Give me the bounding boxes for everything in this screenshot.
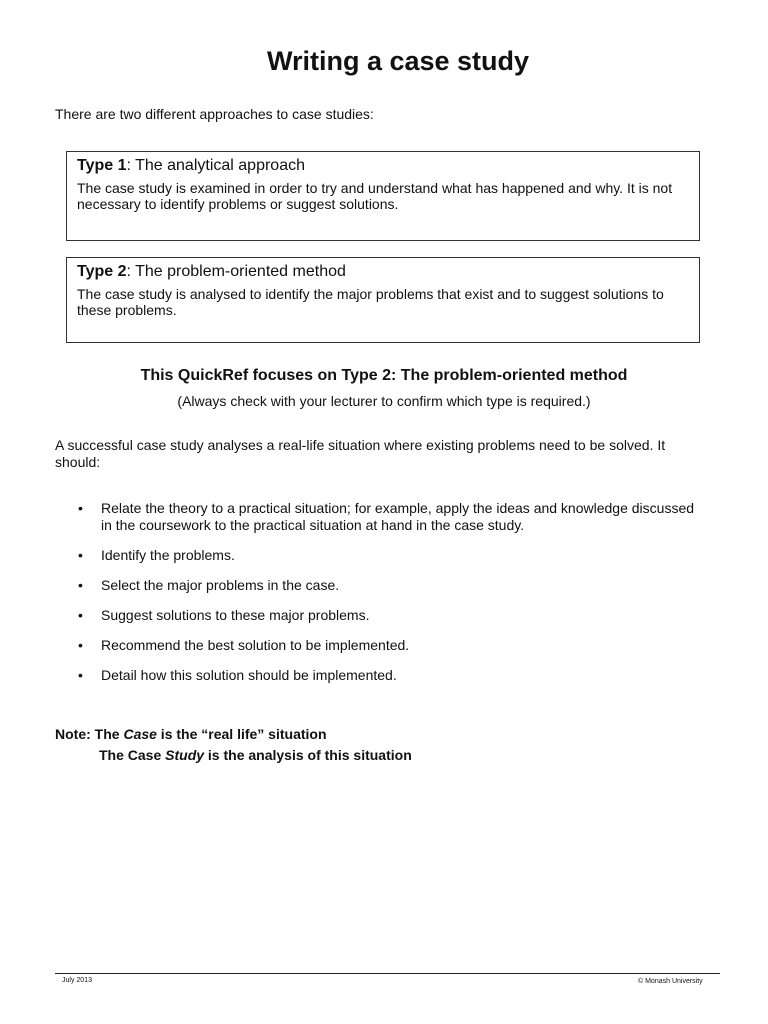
list-item xyxy=(55,500,705,534)
note-line-2-suffix: is the analysis of this situation xyxy=(204,747,412,763)
footer-divider xyxy=(55,973,720,974)
footer-copyright: © Monash University xyxy=(638,978,703,985)
bullet-icon: • xyxy=(78,637,83,653)
list-item xyxy=(55,607,705,624)
note-case-emphasis: Case xyxy=(123,726,157,742)
type-1-description: The case study is examined in order to try and understand what has happened and why. It is not necessary to identify problems or suggest solutions. xyxy=(77,180,673,212)
focus-note: (Always check with your lecturer to confirm which type is required.) xyxy=(177,393,591,409)
list-item-text: Relate the theory to a practical situation; for example, apply the ideas and knowledge discussed in the coursework to the practical situation at hand in the case study. xyxy=(101,500,695,533)
note-block xyxy=(55,724,412,766)
note-line-1-prefix: Note: The xyxy=(55,726,124,742)
note-line-1-suffix: is the “real life” situation xyxy=(156,726,327,742)
list-item-text: Detail how this solution should be implemented. xyxy=(101,667,397,683)
page-title: Writing a case study xyxy=(266,46,530,76)
type-2-title: : The problem-oriented method xyxy=(126,263,346,280)
bullet-icon: • xyxy=(78,547,83,563)
focus-heading: This QuickRef focuses on Type 2: The problem-oriented method xyxy=(140,367,628,384)
bullet-icon: • xyxy=(78,667,83,683)
type-2-heading xyxy=(77,262,689,282)
type-1-title: : The analytical approach xyxy=(126,157,305,174)
bullet-list xyxy=(55,500,705,697)
note-study-emphasis: Study xyxy=(165,747,205,763)
type-1-heading xyxy=(77,156,689,176)
bullet-icon: • xyxy=(78,577,83,593)
list-item xyxy=(55,637,705,654)
bullet-icon: • xyxy=(78,607,83,623)
list-item-text: Select the major problems in the case. xyxy=(101,577,340,593)
type-1-label: Type 1 xyxy=(77,157,127,174)
note-line-2 xyxy=(55,745,412,766)
list-item-text: Identify the problems. xyxy=(101,547,235,563)
type-2-label: Type 2 xyxy=(77,263,127,280)
list-item-text: Suggest solutions to these major problems. xyxy=(101,607,370,623)
note-line-2-prefix: The Case xyxy=(99,747,166,763)
note-line-1 xyxy=(55,724,412,745)
list-item xyxy=(55,667,705,684)
type-2-description: The case study is analysed to identify the major problems that exist and to suggest solutions to these problems. xyxy=(77,286,664,318)
type-1-box xyxy=(66,151,700,241)
list-item xyxy=(55,547,705,564)
bullet-icon: • xyxy=(78,500,83,516)
footer-date: July 2013 xyxy=(62,977,92,984)
intro-paragraph: A successful case study analyses a real-life situation where existing problems need to be solved. It should: xyxy=(55,437,666,470)
type-2-box xyxy=(66,257,700,343)
intro-text: There are two different approaches to case studies: xyxy=(55,106,374,122)
list-item xyxy=(55,577,705,594)
list-item-text: Recommend the best solution to be implemented. xyxy=(101,637,410,653)
